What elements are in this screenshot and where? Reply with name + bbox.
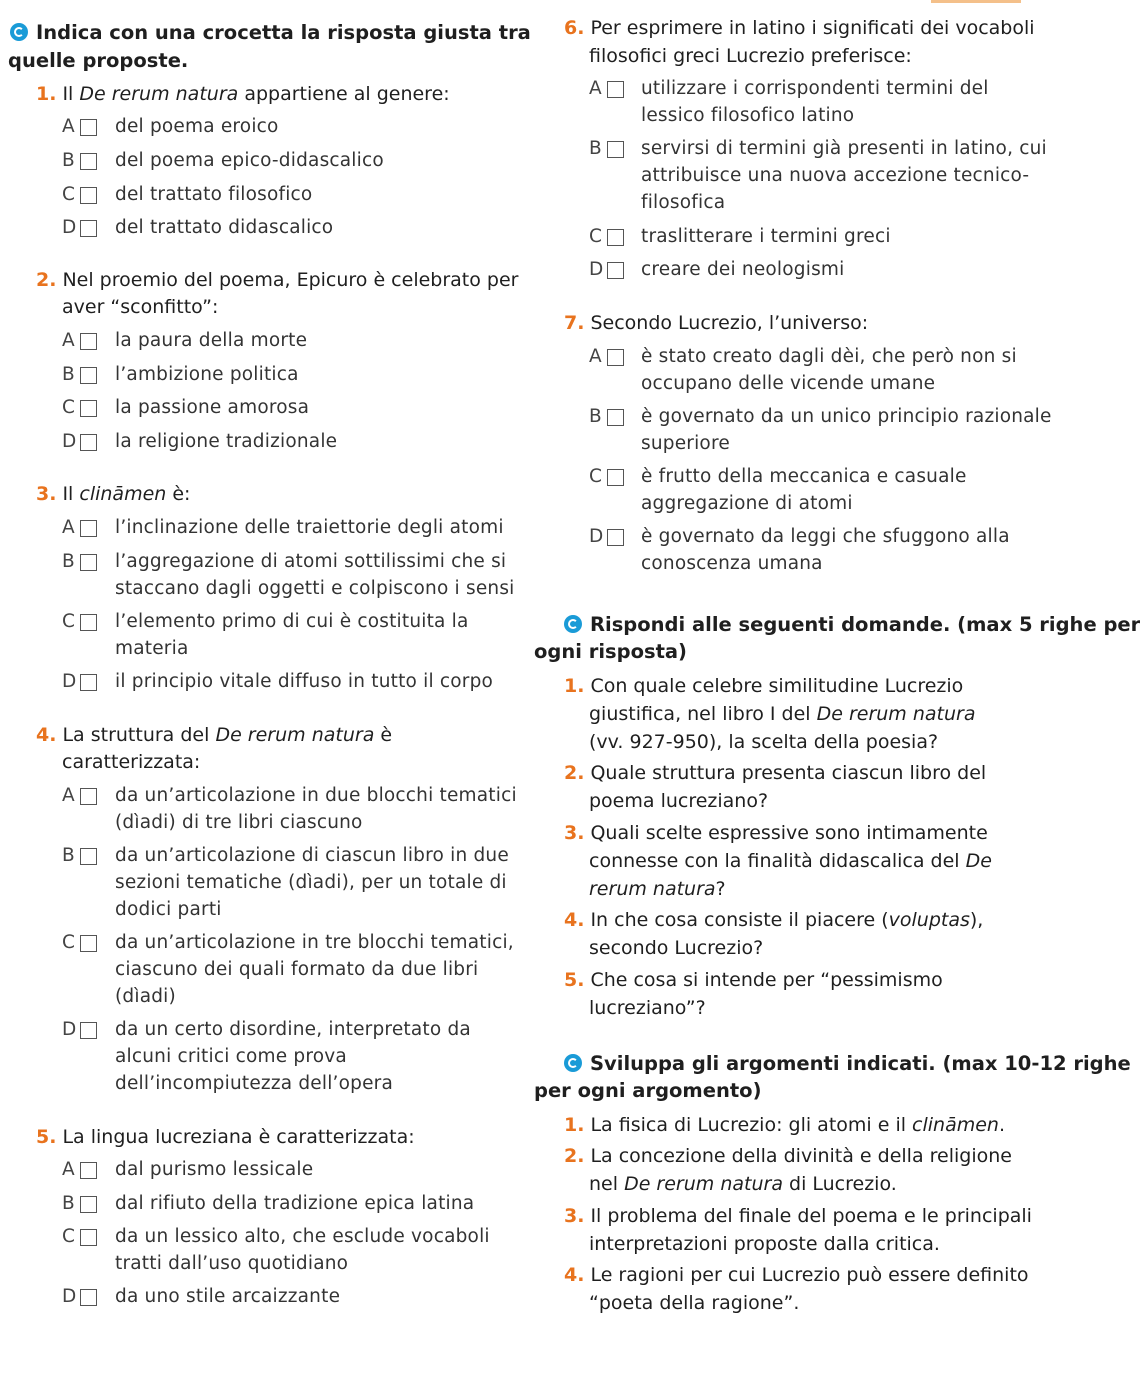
section-heading bbox=[564, 1052, 1131, 1075]
option-text: alcuni critici come prova bbox=[115, 1046, 347, 1067]
list-item-cont bbox=[589, 1173, 897, 1195]
question-text-title: De rerum natura bbox=[215, 724, 375, 746]
option-text: è governato da un unico principio razionale bbox=[641, 406, 1052, 427]
italic-title: De rerum natura bbox=[624, 1173, 783, 1195]
answer-checkbox[interactable] bbox=[607, 349, 624, 366]
option-text: traslitterare i termini greci bbox=[641, 226, 891, 247]
option-text: del trattato filosofico bbox=[115, 184, 313, 205]
option-text: da un lessico alto, che esclude vocaboli bbox=[115, 1226, 490, 1247]
italic-title: De rerum natura bbox=[816, 703, 976, 725]
option-text: è frutto della meccanica e casuale bbox=[641, 466, 967, 487]
option-text: superiore bbox=[641, 433, 730, 454]
question-text-pre: La struttura del bbox=[62, 724, 216, 746]
option-text: del poema eroico bbox=[115, 116, 279, 137]
list-item-text: Quale struttura presenta ciascun libro del bbox=[590, 762, 987, 784]
section-heading-line-2: quelle proposte. bbox=[8, 49, 189, 72]
answer-checkbox[interactable] bbox=[80, 187, 97, 204]
answer-checkbox[interactable] bbox=[80, 554, 97, 571]
question-text-post: è bbox=[374, 724, 393, 746]
list-item-cont bbox=[589, 703, 976, 725]
answer-checkbox[interactable] bbox=[80, 788, 97, 805]
question-number: 5. bbox=[36, 1126, 57, 1148]
italic-title: rerum natura bbox=[589, 878, 716, 900]
option-letter: A bbox=[589, 78, 602, 99]
question-text bbox=[36, 83, 450, 105]
option-text: l’ambizione politica bbox=[115, 364, 299, 385]
option-letter: C bbox=[62, 1226, 75, 1247]
question-text bbox=[564, 17, 1035, 39]
question-text-span: Secondo Lucrezio, l’universo: bbox=[590, 312, 869, 334]
answer-checkbox[interactable] bbox=[80, 434, 97, 451]
question-text-span: La lingua lucreziana è caratterizzata: bbox=[62, 1126, 415, 1148]
option-text: da un’articolazione in due blocchi tematici bbox=[115, 785, 517, 806]
option-letter: C bbox=[62, 611, 75, 632]
option-letter: B bbox=[62, 551, 75, 572]
option-text: utilizzare i corrispondenti termini del bbox=[641, 78, 989, 99]
option-text: conoscenza umana bbox=[641, 553, 823, 574]
list-item bbox=[564, 1264, 1029, 1286]
question-text-span: aver “sconfitto”: bbox=[62, 296, 219, 318]
option-text: è governato da leggi che sfuggono alla bbox=[641, 526, 1010, 547]
question-text bbox=[36, 724, 392, 746]
option-text: da un certo disordine, interpretato da bbox=[115, 1019, 471, 1040]
option-letter: C bbox=[62, 932, 75, 953]
option-text: attribuisce una nuova accezione tecnico- bbox=[641, 165, 1030, 186]
list-item-number: 3. bbox=[564, 822, 585, 844]
question-number: 7. bbox=[564, 312, 585, 334]
italic-title: De bbox=[965, 850, 992, 872]
list-item-number: 3. bbox=[564, 1205, 585, 1227]
question-text-pre: Il bbox=[62, 483, 80, 505]
answer-checkbox[interactable] bbox=[80, 400, 97, 417]
option-letter: B bbox=[62, 1193, 75, 1214]
question-text bbox=[564, 312, 868, 334]
option-letter: D bbox=[62, 431, 77, 452]
option-text: occupano delle vicende umane bbox=[641, 373, 936, 394]
question-text-title: De rerum natura bbox=[79, 83, 239, 105]
option-text: lessico filosofico latino bbox=[641, 105, 855, 126]
answer-checkbox[interactable] bbox=[607, 409, 624, 426]
option-text: la paura della morte bbox=[115, 330, 308, 351]
option-text: il principio vitale diffuso in tutto il corpo bbox=[115, 671, 494, 692]
section-badge-icon bbox=[564, 615, 582, 633]
list-item-text: connesse con la finalità didascalica del De bbox=[589, 850, 992, 872]
list-item-text: nel De rerum natura di Lucrezio. bbox=[589, 1173, 897, 1195]
option-text: (dìadi) bbox=[115, 986, 176, 1007]
answer-checkbox[interactable] bbox=[80, 848, 97, 865]
option-letter: C bbox=[62, 397, 75, 418]
option-text: da un’articolazione in tre blocchi tematici, bbox=[115, 932, 514, 953]
list-item-number: 4. bbox=[564, 1264, 585, 1286]
option-letter: C bbox=[589, 466, 602, 487]
list-item bbox=[564, 1114, 1005, 1136]
list-item-number: 4. bbox=[564, 909, 585, 931]
option-letter: B bbox=[62, 364, 75, 385]
list-item-number: 2. bbox=[564, 762, 585, 784]
list-item bbox=[564, 1205, 1032, 1227]
option-text: dal rifiuto della tradizione epica latina bbox=[115, 1193, 475, 1214]
list-item-text: interpretazioni proposte dalla critica. bbox=[589, 1233, 940, 1255]
question-number: 2. bbox=[36, 269, 57, 291]
section-heading-line-1: Sviluppa gli argomenti indicati. (max 10-12 righe bbox=[590, 1052, 1131, 1075]
answer-checkbox[interactable] bbox=[607, 81, 624, 98]
answer-checkbox[interactable] bbox=[80, 220, 97, 237]
question-number: 6. bbox=[564, 17, 585, 39]
option-text: aggregazione di atomi bbox=[641, 493, 853, 514]
option-letter: A bbox=[62, 517, 75, 538]
option-text: del poema epico-didascalico bbox=[115, 150, 384, 171]
option-letter: D bbox=[62, 671, 77, 692]
option-text: l’elemento primo di cui è costituita la bbox=[115, 611, 469, 632]
option-letter: D bbox=[589, 259, 604, 280]
option-text: la passione amorosa bbox=[115, 397, 310, 418]
answer-checkbox[interactable] bbox=[80, 153, 97, 170]
option-text: da uno stile arcaizzante bbox=[115, 1286, 341, 1307]
option-text: tratti dall’uso quotidiano bbox=[115, 1253, 349, 1274]
list-item-text: (vv. 927-950), la scelta della poesia? bbox=[589, 731, 939, 753]
list-item bbox=[564, 675, 963, 697]
section-heading-line-1: Rispondi alle seguenti domande. (max 5 righe per bbox=[590, 613, 1140, 636]
list-item bbox=[564, 822, 988, 844]
list-item-cont bbox=[589, 790, 768, 812]
list-item-cont bbox=[589, 850, 992, 872]
option-letter: C bbox=[589, 226, 602, 247]
answer-checkbox[interactable] bbox=[80, 614, 97, 631]
question-number: 4. bbox=[36, 724, 57, 746]
option-letter: A bbox=[62, 330, 75, 351]
answer-checkbox[interactable] bbox=[80, 1289, 97, 1306]
option-text: del trattato didascalico bbox=[115, 217, 334, 238]
question-text bbox=[36, 483, 190, 505]
list-item-text: poema lucreziano? bbox=[589, 790, 769, 812]
list-item-number: 5. bbox=[564, 969, 585, 991]
option-letter: D bbox=[589, 526, 604, 547]
question-text-title: clināmen bbox=[79, 483, 167, 505]
list-item-text: lucreziano”? bbox=[589, 997, 706, 1019]
list-item-text: La concezione della divinità e della religione bbox=[590, 1145, 1012, 1167]
option-letter: A bbox=[62, 785, 75, 806]
list-item-text: Che cosa si intende per “pessimismo bbox=[590, 969, 943, 991]
list-item-text: La fisica di Lucrezio: gli atomi e il clināmen. bbox=[590, 1114, 1006, 1136]
answer-checkbox[interactable] bbox=[80, 674, 97, 691]
question-number: 3. bbox=[36, 483, 57, 505]
list-item-text: Le ragioni per cui Lucrezio può essere definito bbox=[590, 1264, 1029, 1286]
question-text-span: filosofici greci Lucrezio preferisce: bbox=[589, 45, 912, 67]
list-item bbox=[564, 909, 983, 931]
section-heading-line-2: per ogni argomento) bbox=[534, 1079, 762, 1102]
list-item-cont bbox=[589, 1292, 799, 1314]
question-text-span: Per esprimere in latino i significati dei vocaboli bbox=[590, 17, 1035, 39]
list-item-number: 1. bbox=[564, 675, 585, 697]
list-item-text: giustifica, nel libro I del De rerum natura bbox=[589, 703, 976, 725]
question-text-post: appartiene al genere: bbox=[238, 83, 450, 105]
question-text-span: Nel proemio del poema, Epicuro è celebrato per bbox=[62, 269, 519, 291]
list-item-text: Quali scelte espressive sono intimamente bbox=[590, 822, 988, 844]
list-item-text: Il problema del finale del poema e le principali bbox=[590, 1205, 1032, 1227]
italic-title: voluptas bbox=[888, 909, 970, 931]
list-item-number: 1. bbox=[564, 1114, 585, 1136]
option-text: dodici parti bbox=[115, 899, 222, 920]
option-text: filosofica bbox=[641, 192, 726, 213]
option-text: dal purismo lessicale bbox=[115, 1159, 314, 1180]
option-letter: D bbox=[62, 1019, 77, 1040]
answer-checkbox[interactable] bbox=[80, 1196, 97, 1213]
section-badge-icon bbox=[564, 1054, 582, 1072]
list-item-text: rerum natura? bbox=[589, 878, 726, 900]
option-text: materia bbox=[115, 638, 189, 659]
option-text: dell’incompiutezza dell’opera bbox=[115, 1073, 394, 1094]
option-text: l’aggregazione di atomi sottilissimi che si bbox=[115, 551, 507, 572]
answer-checkbox[interactable] bbox=[607, 469, 624, 486]
option-letter: D bbox=[62, 1286, 77, 1307]
question-text bbox=[36, 1126, 415, 1148]
list-item-cont bbox=[589, 878, 726, 900]
list-item-text: In che cosa consiste il piacere (voluptas), bbox=[590, 909, 984, 931]
list-item-cont bbox=[589, 997, 706, 1019]
italic-title: clināmen bbox=[912, 1114, 999, 1136]
answer-checkbox[interactable] bbox=[80, 1162, 97, 1179]
list-item-text: Con quale celebre similitudine Lucrezio bbox=[590, 675, 964, 697]
list-item-text: secondo Lucrezio? bbox=[589, 937, 764, 959]
section-heading-line-2: ogni risposta) bbox=[534, 640, 687, 663]
answer-checkbox[interactable] bbox=[80, 333, 97, 350]
option-letter: D bbox=[62, 217, 77, 238]
list-item-number: 2. bbox=[564, 1145, 585, 1167]
option-text: sezioni tematiche (dìadi), per un totale di bbox=[115, 872, 507, 893]
answer-checkbox[interactable] bbox=[80, 520, 97, 537]
list-item-cont bbox=[589, 1233, 940, 1255]
option-text: l’inclinazione delle traiettorie degli atomi bbox=[115, 517, 504, 538]
answer-checkbox[interactable] bbox=[80, 1229, 97, 1246]
section-heading-line-1: Indica con una crocetta la risposta giusta tra bbox=[36, 21, 531, 44]
section-heading bbox=[564, 613, 1140, 636]
option-text: (dìadi) di tre libri ciascuno bbox=[115, 812, 363, 833]
answer-checkbox[interactable] bbox=[80, 935, 97, 952]
option-letter: A bbox=[62, 1159, 75, 1180]
answer-checkbox[interactable] bbox=[80, 1022, 97, 1039]
question-text bbox=[36, 269, 518, 291]
option-letter: B bbox=[62, 150, 75, 171]
section-heading bbox=[10, 21, 531, 44]
option-text: è stato creato dagli dèi, che però non si bbox=[641, 346, 1017, 367]
answer-checkbox[interactable] bbox=[80, 119, 97, 136]
option-text: creare dei neologismi bbox=[641, 259, 845, 280]
option-letter: B bbox=[589, 138, 602, 159]
section-badge-icon bbox=[10, 23, 28, 41]
option-text: servirsi di termini già presenti in latino, cui bbox=[641, 138, 1047, 159]
answer-checkbox[interactable] bbox=[607, 262, 624, 279]
list-item-cont bbox=[589, 937, 763, 959]
answer-checkbox[interactable] bbox=[80, 367, 97, 384]
list-item bbox=[564, 762, 986, 784]
top-accent-line bbox=[931, 0, 1021, 3]
question-text-span: caratterizzata: bbox=[62, 751, 201, 773]
question-text-cont bbox=[62, 296, 218, 318]
option-letter: C bbox=[62, 184, 75, 205]
option-letter: A bbox=[62, 116, 75, 137]
option-letter: B bbox=[589, 406, 602, 427]
option-text: da un’articolazione di ciascun libro in due bbox=[115, 845, 509, 866]
list-item bbox=[564, 969, 943, 991]
list-item-cont bbox=[589, 731, 938, 753]
option-letter: B bbox=[62, 845, 75, 866]
question-text-cont bbox=[589, 45, 912, 67]
option-text: la religione tradizionale bbox=[115, 431, 338, 452]
answer-checkbox[interactable] bbox=[607, 529, 624, 546]
question-text-cont bbox=[62, 751, 200, 773]
option-letter: A bbox=[589, 346, 602, 367]
answer-checkbox[interactable] bbox=[607, 141, 624, 158]
list-item-text: “poeta della ragione”. bbox=[589, 1292, 800, 1314]
question-number: 1. bbox=[36, 83, 57, 105]
option-text: ciascuno dei quali formato da due libri bbox=[115, 959, 479, 980]
answer-checkbox[interactable] bbox=[607, 229, 624, 246]
list-item bbox=[564, 1145, 1012, 1167]
question-text-post: è: bbox=[166, 483, 191, 505]
question-text-pre: Il bbox=[62, 83, 80, 105]
option-text: staccano dagli oggetti e colpiscono i sensi bbox=[115, 578, 515, 599]
